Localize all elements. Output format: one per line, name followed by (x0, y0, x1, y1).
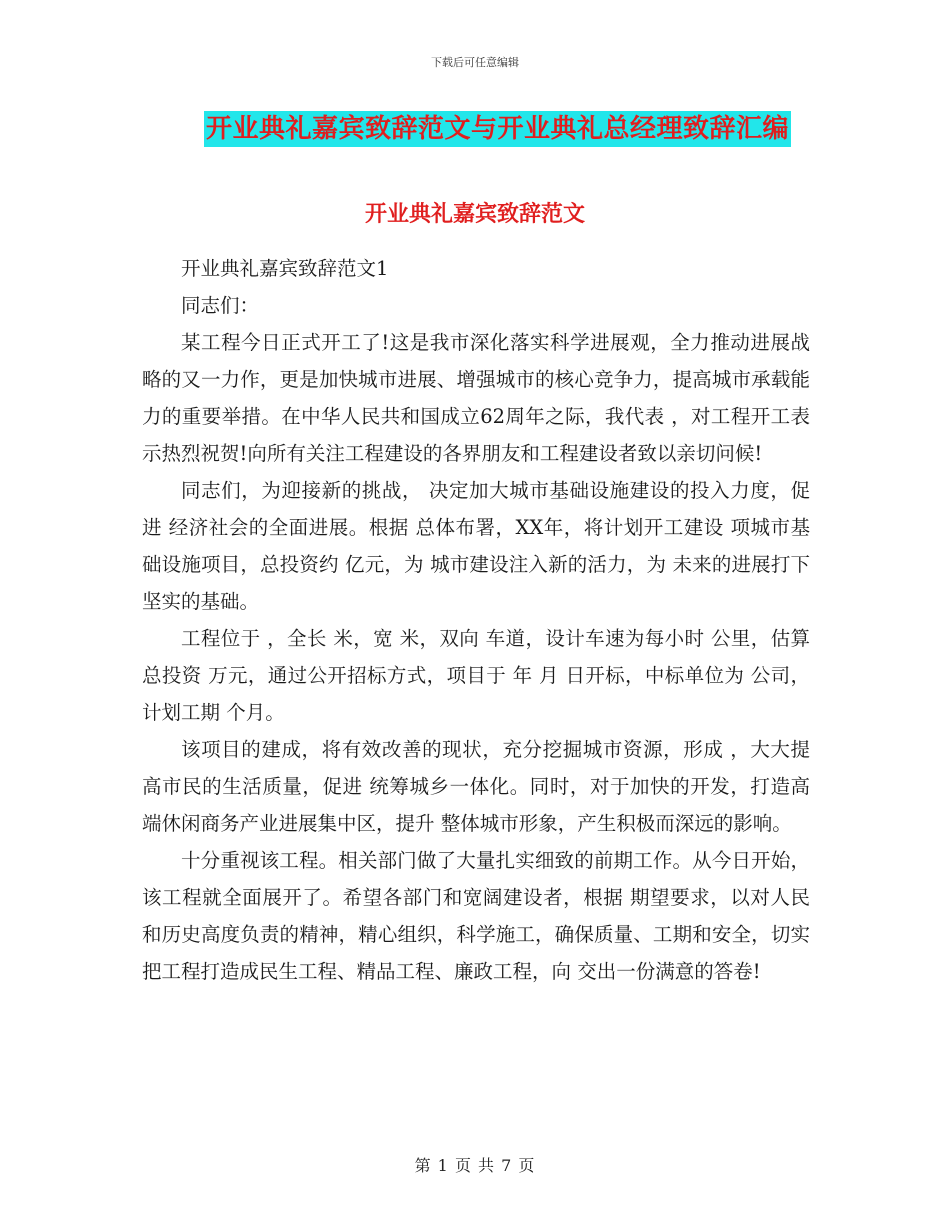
section-title: 开业典礼嘉宾致辞范文 (364, 202, 585, 227)
paragraph: 同志们，为迎接新的挑战， 决定加大城市基础设施建设的投入力度，促进 经济社会的全面进展。根据 总体布署，XX年，将计划开工建设 项城市基础设施项目，总投资约 亿元，为 城市建设注入新的活力，为 未来的进展打下坚实的基础。 (142, 479, 810, 613)
header-note: 下载后可任意编辑 (431, 56, 519, 69)
paragraph: 十分重视该工程。相关部门做了大量扎实细致的前期工作。从今日开始，该工程就全面展开了。希望各部门和宽阔建设者，根据 期望要求，以对人民和历史高度负责的精神，精心组织，科学施工，确保质量、工期和安全，切实把工程打造成民生工程、精品工程、廉政工程，向 交出一份满意的答卷! (142, 849, 810, 983)
document-body (142, 250, 810, 990)
main-title-container (0, 111, 950, 147)
paragraph: 开业典礼嘉宾致辞范文1 (181, 257, 389, 280)
main-title: 开业典礼嘉宾致辞范文与开业典礼总经理致辞汇编 (204, 111, 791, 147)
paragraph: 同志们： (181, 294, 260, 317)
paragraph: 某工程今日正式开工了!这是我市深化落实科学进展观，全力推动进展战略的又一力作，更是加快城市进展、增强城市的核心竞争力，提高城市承载能力的重要举措。在中华人民共和国成立62周年之际，我代表 ，对工程开工表示热烈祝贺!向所有关注工程建设的各界朋友和工程建设者致以亲切问候! (142, 331, 810, 465)
paragraph: 工程位于 ，全长 米，宽 米，双向 车道，设计车速为每小时 公里，估算总投资 万元，通过公开招标方式，项目于 年 月 日开标，中标单位为 公司，计划工期 个月。 (142, 627, 810, 724)
paragraph: 该项目的建成，将有效改善的现状，充分挖掘城市资源，形成 ，大大提高市民的生活质量，促进 统筹城乡一体化。同时，对于加快的开发，打造高端休闲商务产业进展集中区，提升 整体城市形象，产生积极而深远的影响。 (142, 738, 810, 835)
page-number-footer: 第 1 页 共 7 页 (414, 1156, 536, 1175)
